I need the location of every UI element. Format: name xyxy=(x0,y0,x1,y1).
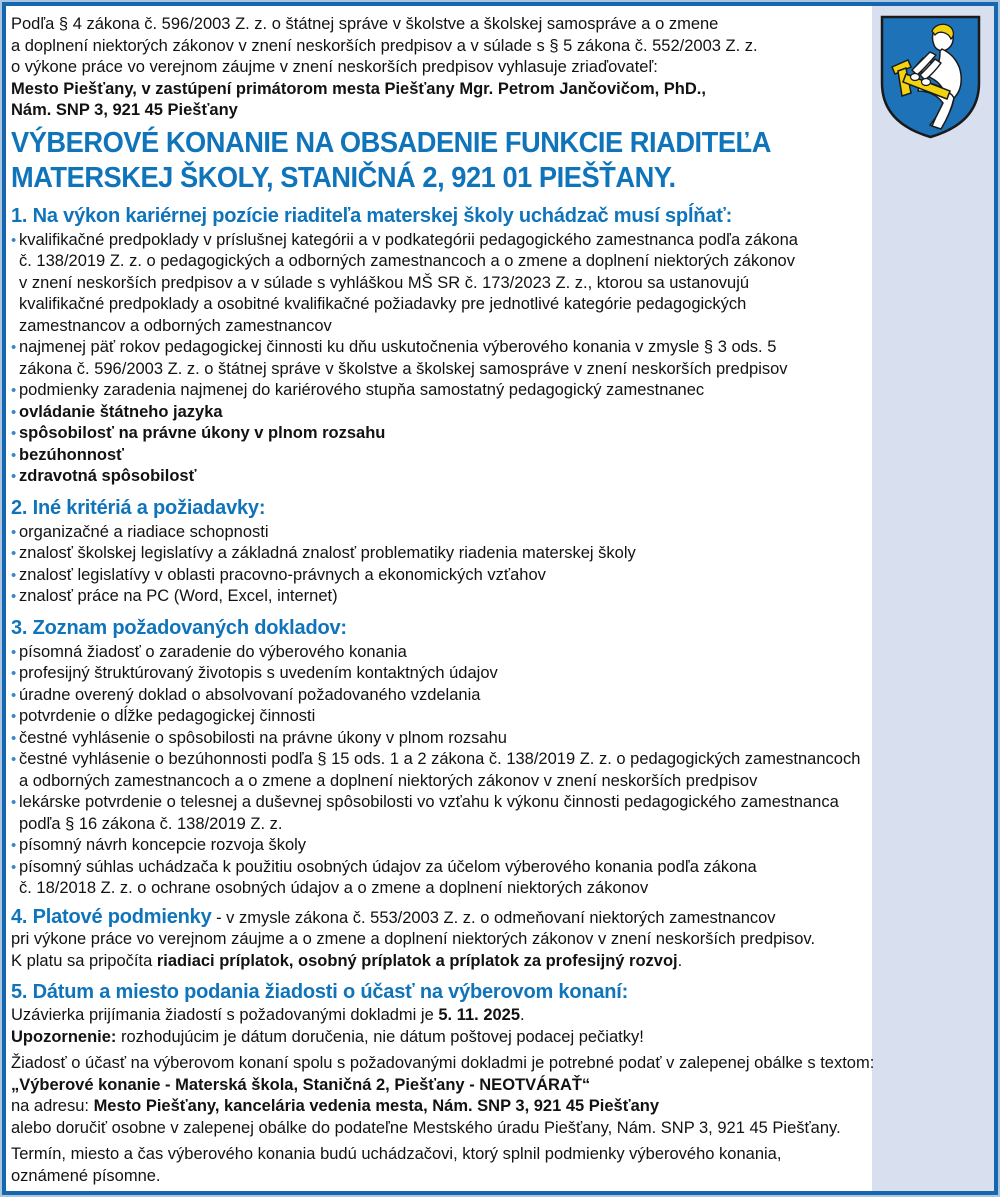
section-1-heading: 1. Na výkon kariérnej pozície riaditeľa materskej školy uchádzač musí spĺňať: xyxy=(11,204,733,227)
title-line-1: VÝBEROVÉ KONANIE NA OBSADENIE FUNKCIE RIADITEĽA xyxy=(11,126,771,159)
bullet-item xyxy=(11,543,994,565)
bullet-item xyxy=(11,685,994,707)
bullet-line: • znalosť legislatívy v oblasti pracovno-právnych a ekonomických vzťahov xyxy=(19,565,546,584)
deadline-line xyxy=(11,1005,994,1027)
section-1-list xyxy=(11,230,994,488)
bullet-line: • spôsobilosť na právne úkony v plnom rozsahu xyxy=(19,424,386,442)
bullet-item xyxy=(11,706,994,728)
bullet-line: • písomný návrh koncepcie rozvoja školy xyxy=(19,836,307,854)
deadline-text: Uzávierka prijímania žiadostí s požadovanými dokladmi je xyxy=(11,1006,439,1024)
address-prefix: na adresu: xyxy=(11,1097,94,1115)
closing-line: Termín, miesto a čas výberového konania budú uchádzačovi, ktorý splnil podmienky výberového konania, xyxy=(11,1145,782,1163)
intro-line: a doplnení niektorých zákonov v znení neskorších predpisov a v súlade s § 5 zákona č. 552/2003 Z. z. xyxy=(11,36,758,55)
envelope-label: „Výberové konanie - Materská škola, Staničná 2, Piešťany - NEOTVÁRAŤ“ xyxy=(11,1075,591,1094)
bullet-item xyxy=(11,445,994,467)
intro-line: Podľa § 4 zákona č. 596/2003 Z. z. o štátnej správe v školstve a školskej samospráve a o zmene xyxy=(11,15,719,33)
bullet-item xyxy=(11,423,994,445)
announcement-document xyxy=(2,2,998,1195)
bullet-item xyxy=(11,728,994,750)
title-line-2: MATERSKEJ ŠKOLY, STANIČNÁ 2, 921 01 PIEŠŤANY. xyxy=(11,161,676,194)
bullet-line: č. 138/2019 Z. z. o pedagogických a odborných zamestnancoch a o zmene a doplnení niektorých zákonov xyxy=(19,252,795,270)
page-title xyxy=(11,126,935,196)
salary-line xyxy=(11,907,994,930)
bullet-line: • podmienky zaradenia najmenej do kariérového stupňa samostatný pedagogický zamestnanec xyxy=(19,381,705,399)
bullet-line: • potvrdenie o dĺžke pedagogickej činnosti xyxy=(19,707,316,725)
section-2-list xyxy=(11,522,994,608)
bullet-line: • písomný súhlas uchádzača k použitiu osobných údajov za účelom výberového konania podľa zákona xyxy=(19,857,757,876)
notice-line xyxy=(11,1027,994,1049)
closing-paragraph xyxy=(11,1144,994,1187)
section-5-heading: 5. Dátum a miesto podania žiadosti o účasť na výberovom konaní: xyxy=(11,981,629,1003)
address-value: Mesto Piešťany, kancelária vedenia mesta, Nám. SNP 3, 921 45 Piešťany xyxy=(93,1097,660,1115)
deadline-paragraph xyxy=(11,1005,994,1048)
address-line xyxy=(11,1096,994,1118)
bullet-line: č. 18/2018 Z. z. o ochrane osobných údajov a o zmene a doplnení niektorých zákonov xyxy=(19,879,649,897)
bullet-line: a odborných zamestnancoch a o zmene a doplnení niektorých zákonov v znení neskorších predpisov xyxy=(19,771,758,790)
section-4-heading: 4. Platové podmienky xyxy=(11,905,212,928)
bullet-line: • čestné vyhlásenie o bezúhonnosti podľa § 15 ods. 1 a 2 zákona č. 138/2019 Z. z. o pedagogických zamestnancoch xyxy=(19,750,861,768)
submission-line: Žiadosť o účasť na výberovom konaní spolu s požadovanými dokladmi je potrebné podať v zalepenej obálke s textom: xyxy=(11,1054,875,1072)
intro-line: o výkone práce vo verejnom záujme v znení neskorších predpisov vyhlasuje zriaďovateľ: xyxy=(11,58,658,76)
bullet-item xyxy=(11,380,994,402)
salary-text: - v zmysle zákona č. 553/2003 Z. z. o odmeňovaní niektorých zamestnancov xyxy=(211,908,776,927)
bullet-line: • čestné vyhlásenie o spôsobilosti na právne úkony v plnom rozsahu xyxy=(19,728,507,747)
bullet-item xyxy=(11,402,994,424)
bullet-line: • profesijný štruktúrovaný životopis s uvedením kontaktných údajov xyxy=(19,664,498,682)
bullet-line: • lekárske potvrdenie o telesnej a duševnej spôsobilosti vo vzťahu k výkonu činnosti pedagogického zamestnanca xyxy=(19,793,839,811)
deadline-text: . xyxy=(520,1006,525,1024)
section-2-heading: 2. Iné kritériá a požiadavky: xyxy=(11,496,266,519)
bullet-item xyxy=(11,835,994,857)
salary-text: K platu sa pripočíta xyxy=(11,951,157,970)
closing-line: oznámené písomne. xyxy=(11,1166,161,1185)
notice-label: Upozornenie: xyxy=(11,1027,117,1046)
bullet-item xyxy=(11,857,994,900)
intro-paragraph xyxy=(11,14,994,122)
bullet-line: podľa § 16 zákona č. 138/2019 Z. z. xyxy=(19,814,283,833)
bullet-line: kvalifikačné predpoklady a osobitné kvalifikačné požiadavky pre jednotlivé kategórie pedagogických xyxy=(19,295,747,313)
bullet-line: • znalosť školskej legislatívy a základná znalosť problematiky riadenia materskej školy xyxy=(19,544,636,562)
salary-text: . xyxy=(677,951,683,970)
bullet-item xyxy=(11,663,994,685)
bullet-item xyxy=(11,749,994,792)
bullet-line: • organizačné a riadiace schopnosti xyxy=(19,522,269,541)
bullet-item xyxy=(11,565,994,587)
bullet-item xyxy=(11,466,994,488)
bullet-item xyxy=(11,586,994,608)
salary-line: pri výkone práce vo verejnom záujme a o zmene a doplnení niektorých zákonov v znení neskorších predpisov. xyxy=(11,930,816,948)
submission-paragraph xyxy=(11,1053,994,1139)
bullet-line: • najmenej päť rokov pedagogickej činnosti ku dňu uskutočnenia výberového konania v zmysle § 3 ods. 5 xyxy=(19,338,777,356)
salary-bonuses: riadiaci príplatok, osobný príplatok a príplatok za profesijný rozvoj xyxy=(156,951,678,970)
document-content xyxy=(6,6,994,1187)
bullet-line: • ovládanie štátneho jazyka xyxy=(19,402,223,421)
salary-line xyxy=(11,951,994,973)
issuer-address: Nám. SNP 3, 921 45 Piešťany xyxy=(11,101,238,119)
bullet-item xyxy=(11,792,994,835)
issuer-line: Mesto Piešťany, v zastúpení primátorom mesta Piešťany Mgr. Petrom Jančovičom, PhD., xyxy=(11,79,706,98)
bullet-line: • bezúhonnosť xyxy=(19,445,125,464)
bullet-item xyxy=(11,642,994,664)
bullet-item xyxy=(11,337,994,380)
bullet-line: zákona č. 596/2003 Z. z. o štátnej správe v školstve a školskej samospráve v znení neskorších predpisov xyxy=(19,359,788,378)
section-3-heading: 3. Zoznam požadovaných dokladov: xyxy=(11,616,347,639)
bullet-line: • kvalifikačné predpoklady v príslušnej kategórii a v podkategórii pedagogického zamestnanca podľa zákona xyxy=(19,230,798,249)
section-4-paragraph xyxy=(11,907,994,973)
delivery-line: alebo doručiť osobne v zalepenej obálke do podateľne Mestského úradu Piešťany, Nám. SNP 3, 921 45 Piešťany. xyxy=(11,1118,841,1137)
bullet-line: zamestnancov a odborných zamestnancov xyxy=(19,316,332,335)
bullet-line: • úradne overený doklad o absolvovaní požadovaného vzdelania xyxy=(19,685,481,704)
bullet-line: • písomná žiadosť o zaradenie do výberového konania xyxy=(19,642,407,661)
bullet-line: • znalosť práce na PC (Word, Excel, internet) xyxy=(19,587,338,605)
notice-text: rozhodujúcim je dátum doručenia, nie dátum poštovej podacej pečiatky! xyxy=(116,1027,644,1046)
bullet-item xyxy=(11,522,994,544)
deadline-date: 5. 11. 2025 xyxy=(438,1006,521,1024)
bullet-line: • zdravotná spôsobilosť xyxy=(19,467,197,485)
bullet-item xyxy=(11,230,994,338)
section-3-list xyxy=(11,642,994,900)
bullet-line: v znení neskorších predpisov a v súlade s vyhláškou MŠ SR č. 173/2023 Z. z., ktorou sa ustanovujú xyxy=(19,273,750,292)
